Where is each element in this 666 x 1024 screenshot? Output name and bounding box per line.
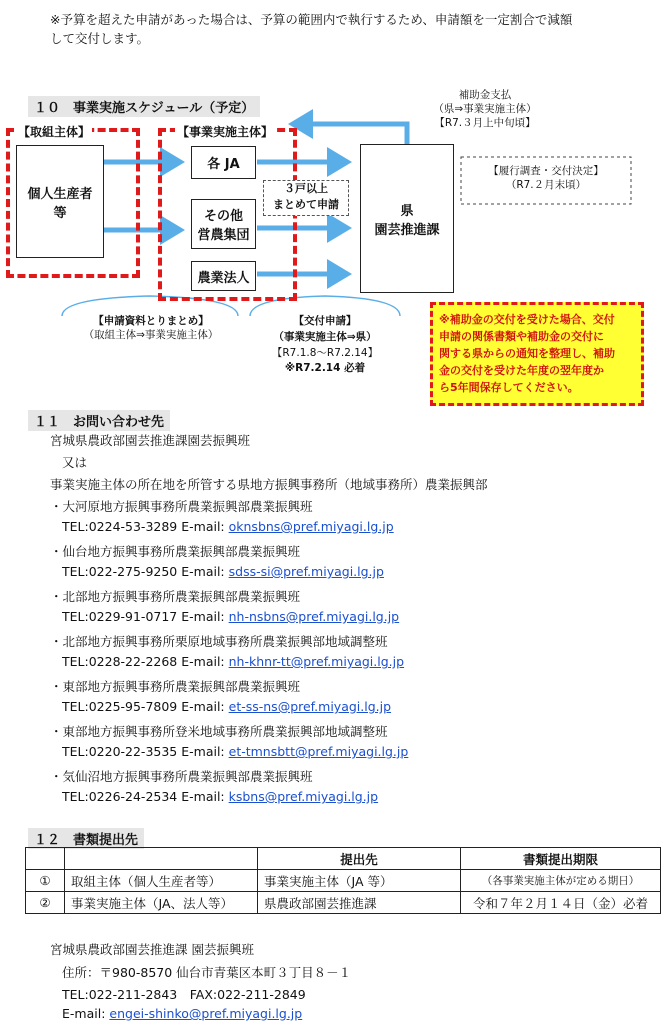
footer-org: 宮城県農政部園芸推進課 園芸振興班 — [50, 942, 254, 957]
submission-table — [25, 847, 661, 914]
inspection-line1: 【履行調査・交付決定】 — [488, 165, 604, 177]
office-email-link[interactable]: et-tmnsbtt@pref.miyagi.lg.jp — [228, 744, 409, 759]
payment-line3: 【R7.３月上中旬頃】 — [434, 117, 536, 130]
notice-line1: ※補助金の交付を受けた場合、交付 — [439, 313, 615, 326]
office-name: ・北部地方振興事務所農業振興部農業振興班 — [50, 589, 301, 604]
apply-line3: 【R7.1.8～R7.2.14】 — [271, 346, 379, 359]
office-tel: TEL:0228-22-2268 E-mail: — [62, 654, 225, 669]
office-tel: TEL:0226-24-2534 E-mail: — [62, 789, 225, 804]
bundle-note — [263, 180, 349, 216]
budget-note-line1: ※予算を超えた申請があった場合は、予算の範囲内で執行するため、申請額を一定割合で減額 — [50, 12, 573, 27]
cell-deadline: （各事業実施主体が定める期日） — [461, 870, 661, 892]
prefecture-box — [360, 144, 454, 293]
pref-line2: 園芸推進課 — [374, 222, 440, 238]
group-line1: その他 — [203, 209, 243, 224]
section-12-heading: １２ 書類提出先 — [28, 828, 144, 849]
apply-line2: （事業実施主体⇒県） — [273, 330, 377, 343]
payment-line2: （県⇒事業実施主体） — [433, 103, 537, 116]
notice-line4: 金の交付を受けた年度の翌年度か — [439, 364, 604, 378]
apply-line1: 【交付申請】 — [293, 315, 357, 327]
office-tel: TEL:0220-22-3535 E-mail: — [62, 744, 225, 759]
office-tel: TEL:0229-91-0717 E-mail: — [62, 609, 225, 624]
notice-line5: ら5年間保存してください。 — [439, 381, 579, 395]
budget-note-line2: して交付します。 — [50, 31, 150, 46]
office-tel: TEL:022-275-9250 E-mail: — [62, 564, 225, 579]
inspection-note — [461, 164, 631, 192]
applicant-line2: 等 — [53, 205, 67, 221]
bundle-line1: ３戸以上 — [284, 182, 328, 195]
cell-destination: 事業実施主体（JA 等） — [258, 870, 461, 892]
retention-notice — [430, 302, 644, 406]
th-deadline: 書類提出期限 — [461, 848, 661, 870]
office-contact — [62, 654, 404, 669]
cell-destination: 県農政部園芸推進課 — [258, 892, 461, 914]
th-destination: 提出先 — [258, 848, 461, 870]
apply-line4: ※R7.2.14 必着 — [284, 362, 366, 375]
office-name: ・北部地方振興事務所栗原地域事務所農業振興部地域調整班 — [50, 634, 388, 649]
footer-email-link[interactable]: engei-shinko@pref.miyagi.lg.jp — [109, 1006, 303, 1021]
applicant-box — [16, 145, 104, 258]
docs-label — [56, 314, 246, 342]
section-10-heading: １０ 事業実施スケジュール（予定） — [28, 96, 260, 117]
table-row — [26, 870, 661, 892]
docs-line1: 【申請資料とりまとめ】 — [93, 315, 209, 327]
office-email-link[interactable]: nh-khnr-tt@pref.miyagi.lg.jp — [228, 654, 405, 669]
th-no — [26, 848, 65, 870]
inspection-line2: （R7.２月末頃） — [505, 179, 587, 192]
bundle-line2: まとめて申請 — [273, 198, 339, 211]
cell-deadline: 令和７年２月１４日（金）必着 — [461, 892, 661, 914]
office-contact — [62, 789, 378, 804]
arrow-payment — [293, 124, 407, 144]
office-email-link[interactable]: sdss-si@pref.miyagi.lg.jp — [228, 564, 384, 579]
office-email-link[interactable]: ksbns@pref.miyagi.lg.jp — [228, 789, 379, 804]
office-contact — [62, 699, 391, 714]
cell-no: ② — [26, 892, 65, 914]
payment-line1: 補助金支払 — [458, 89, 512, 101]
footer-telfax: TEL:022-211-2843 FAX:022-211-2849 — [62, 987, 306, 1002]
office-contact — [62, 519, 394, 534]
pref-line1: 県 — [400, 203, 414, 219]
footer-email-line — [62, 1006, 302, 1021]
office-name: ・気仙沼地方振興事務所農業振興部農業振興班 — [50, 769, 313, 784]
office-name: ・大河原地方振興事務所農業振興部農業振興班 — [50, 499, 313, 514]
office-email-link[interactable]: nh-nsbns@pref.miyagi.lg.jp — [228, 609, 400, 624]
section-11-heading: １１ お問い合わせ先 — [28, 410, 170, 431]
cell-no: ① — [26, 870, 65, 892]
applicant-label: 【取組主体】 — [18, 125, 91, 139]
office-contact — [62, 564, 384, 579]
contact-regional-intro: 事業実施主体の所在地を所管する県地方振興事務所（地域事務所）農業振興部 — [50, 477, 488, 492]
table-header-row — [26, 848, 661, 870]
office-name: ・東部地方振興事務所農業振興部農業振興班 — [50, 679, 301, 694]
office-contact — [62, 609, 399, 624]
cell-subject: 取組主体（個人生産者等） — [65, 870, 258, 892]
office-email-link[interactable]: et-ss-ns@pref.miyagi.lg.jp — [228, 699, 392, 714]
office-tel: TEL:0224-53-3289 E-mail: — [62, 519, 225, 534]
contact-main-office: 宮城県農政部園芸推進課園芸振興班 — [50, 433, 251, 448]
table-row — [26, 892, 661, 914]
footer-email-label: E-mail: — [62, 1006, 106, 1021]
ja-box: 各 JA — [191, 146, 256, 179]
office-name: ・仙台地方振興事務所農業振興部農業振興班 — [50, 544, 301, 559]
contact-or: 又は — [62, 455, 88, 470]
footer-address: 住所：〒980-8570 仙台市青葉区本町３丁目８－１ — [62, 965, 352, 980]
office-email-link[interactable]: oknsbns@pref.miyagi.lg.jp — [228, 519, 394, 534]
office-tel: TEL:0225-95-7809 E-mail: — [62, 699, 225, 714]
office-contact — [62, 744, 408, 759]
group-line2: 営農集団 — [197, 228, 250, 243]
corp-box: 農業法人 — [191, 261, 256, 291]
group-box — [191, 199, 256, 249]
implementer-label: 【事業実施主体】 — [177, 125, 274, 139]
th-subject — [65, 848, 258, 870]
cell-subject: 事業実施主体（JA、法人等） — [65, 892, 258, 914]
apply-label — [250, 314, 400, 377]
notice-line3: 関する県からの通知を整理し、補助 — [439, 347, 615, 361]
notice-line2: 申請の関係書類や補助金の交付に — [439, 330, 604, 344]
applicant-line1: 個人生産者 — [27, 186, 93, 202]
office-name: ・東部地方振興事務所登米地域事務所農業振興部地域調整班 — [50, 724, 388, 739]
docs-line2: （取組主体⇒事業実施主体） — [83, 329, 219, 342]
